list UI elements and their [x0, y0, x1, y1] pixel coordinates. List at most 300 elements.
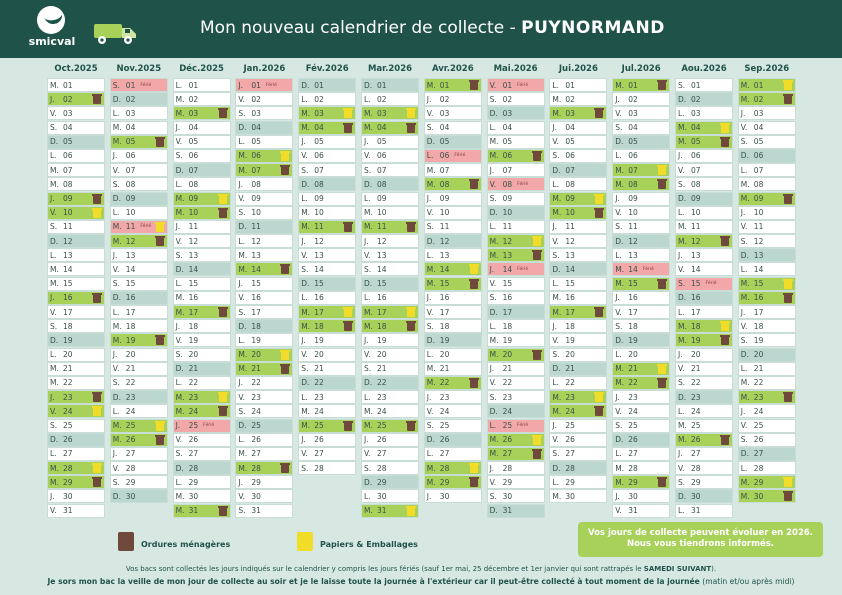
day-cell — [549, 305, 607, 319]
day-cell — [298, 206, 356, 220]
day-cell — [738, 489, 796, 503]
weekday-letter: S. — [615, 123, 623, 133]
holiday-tag: Férié — [517, 82, 529, 88]
brown-bin-icon — [721, 436, 729, 445]
weekday-letter: S. — [552, 449, 560, 459]
brown-bin-icon — [156, 336, 164, 345]
day-cell — [47, 333, 105, 347]
day-number: 17 — [377, 307, 387, 317]
day-cell — [361, 461, 419, 475]
month-column — [173, 78, 231, 518]
day-cell — [110, 333, 168, 347]
day-cell — [549, 277, 607, 291]
day-number: 25 — [502, 421, 513, 430]
day-cell — [361, 206, 419, 220]
day-cell — [549, 475, 607, 489]
day-number: 04 — [439, 123, 450, 133]
weekday-letter: M. — [364, 208, 373, 218]
day-cell — [47, 149, 105, 163]
weekday-letter: J. — [112, 151, 118, 161]
day-cell — [424, 447, 482, 461]
brown-bin-icon — [658, 81, 666, 90]
weekday-letter: M. — [426, 80, 436, 90]
weekday-letter: M. — [50, 279, 59, 289]
day-number: 30 — [377, 491, 387, 501]
weekday-letter: V. — [112, 364, 120, 374]
weekday-letter: D. — [364, 477, 373, 487]
weekday-letter: J. — [175, 123, 181, 133]
weekday-letter: L. — [678, 208, 685, 218]
day-number: 23 — [251, 392, 261, 402]
weekday-letter: M. — [426, 264, 436, 274]
weekday-letter: S. — [678, 80, 686, 90]
day-number: 28 — [691, 463, 701, 473]
holiday-tag: Férié — [642, 266, 654, 272]
weekday-letter: J. — [50, 392, 55, 402]
day-number: 05 — [628, 137, 638, 147]
day-cell — [424, 220, 482, 234]
weekday-letter: J. — [175, 321, 181, 331]
weekday-letter: V. — [740, 321, 748, 331]
day-number: 29 — [63, 477, 73, 487]
day-number: 28 — [439, 463, 450, 473]
day-cell — [110, 163, 168, 177]
day-cell — [612, 419, 670, 433]
day-number: 01 — [188, 80, 199, 90]
day-number: 19 — [188, 335, 199, 345]
day-number: 26 — [188, 435, 199, 445]
weekday-letter: M. — [426, 364, 436, 374]
day-number: 14 — [691, 264, 701, 274]
day-cell — [738, 461, 796, 475]
month-header: Nov.2025 — [116, 64, 162, 74]
day-number: 14 — [251, 264, 261, 274]
weekday-letter: M. — [112, 335, 122, 345]
day-number: 14 — [439, 264, 450, 274]
day-number: 25 — [439, 421, 450, 430]
day-cell — [173, 206, 231, 220]
weekday-letter: S. — [552, 250, 560, 260]
day-number: 29 — [377, 477, 387, 487]
day-cell — [612, 433, 670, 447]
weekday-letter: D. — [112, 392, 121, 402]
weekday-letter: V. — [740, 222, 748, 232]
weekday-letter: M. — [552, 392, 562, 402]
weekday-letter: V. — [552, 335, 559, 345]
brown-bin-icon — [595, 109, 603, 118]
day-number: 16 — [753, 293, 764, 303]
weekday-letter: S. — [615, 321, 623, 331]
day-cell — [298, 192, 356, 206]
month-column — [110, 78, 168, 504]
day-cell — [675, 106, 733, 120]
weekday-letter: D. — [552, 364, 561, 374]
day-cell — [612, 177, 670, 191]
weekday-letter: J. — [489, 364, 495, 374]
day-cell — [47, 504, 105, 518]
day-cell — [298, 121, 356, 135]
weekday-letter: D. — [50, 335, 59, 345]
day-cell — [424, 433, 482, 447]
day-number: 26 — [439, 435, 450, 445]
day-number: 22 — [377, 378, 387, 388]
day-number: 12 — [314, 236, 324, 246]
day-number: 11 — [565, 222, 575, 232]
day-cell — [361, 348, 419, 362]
day-number: 10 — [63, 208, 73, 218]
yellow-bin-icon — [281, 152, 289, 161]
weekday-letter: D. — [740, 151, 749, 161]
day-cell — [487, 433, 545, 447]
day-number: 07 — [377, 165, 387, 175]
day-number: 12 — [377, 236, 387, 246]
day-number: 26 — [377, 435, 387, 445]
day-cell — [298, 291, 356, 305]
day-cell — [487, 78, 545, 92]
day-cell — [110, 262, 168, 276]
day-cell — [110, 121, 168, 135]
weekday-letter: M. — [740, 477, 750, 487]
weekday-letter: M. — [364, 421, 373, 430]
footer-line-2: Je sors mon bac la veille de mon jour de collecte au soir et je le laisse toute la journée à l'extérieur car il peut-être collecté à tout moment de la journée (matin et/ou après midi) — [47, 577, 795, 586]
day-number: 27 — [502, 449, 513, 459]
day-cell — [612, 220, 670, 234]
day-cell — [235, 192, 293, 206]
weekday-letter: S. — [50, 421, 58, 430]
weekday-letter: J. — [364, 435, 369, 445]
brown-bin-icon — [470, 478, 478, 487]
weekday-letter: J. — [238, 378, 243, 388]
day-number: 08 — [753, 179, 764, 189]
weekday-letter: M. — [489, 335, 499, 345]
day-cell — [235, 419, 293, 433]
weekday-letter: L. — [238, 335, 245, 345]
weekday-letter: M. — [50, 264, 59, 274]
day-number: 13 — [502, 250, 513, 260]
day-cell — [738, 192, 796, 206]
yellow-bin-icon — [297, 532, 313, 551]
day-number: 27 — [377, 449, 387, 459]
header-bar — [0, 0, 842, 58]
day-cell — [47, 433, 105, 447]
day-cell — [487, 234, 545, 248]
day-number: 01 — [691, 80, 701, 90]
day-cell — [235, 362, 293, 376]
brown-bin-icon — [658, 180, 666, 189]
brown-bin-icon — [156, 237, 164, 246]
day-cell — [361, 177, 419, 191]
day-number: 20 — [502, 350, 513, 360]
day-cell — [235, 177, 293, 191]
weekday-letter: D. — [238, 321, 247, 331]
weekday-letter: J. — [740, 406, 746, 416]
brown-bin-icon — [93, 478, 101, 487]
day-cell — [298, 390, 356, 404]
day-number: 28 — [377, 463, 387, 473]
day-cell — [675, 390, 733, 404]
day-cell — [235, 163, 293, 177]
weekday-letter: D. — [112, 491, 121, 501]
weekday-letter: J. — [175, 222, 181, 232]
holiday-tag: Férié — [454, 153, 466, 159]
day-number: 11 — [502, 222, 513, 232]
weekday-letter: M. — [175, 307, 185, 317]
day-number: 17 — [314, 307, 324, 317]
day-cell — [549, 121, 607, 135]
day-number: 21 — [691, 364, 701, 374]
day-cell — [549, 461, 607, 475]
yellow-bin-icon — [93, 407, 101, 416]
weekday-letter: J. — [552, 222, 557, 232]
day-cell — [110, 149, 168, 163]
weekday-letter: D. — [426, 236, 435, 246]
day-cell — [612, 121, 670, 135]
weekday-letter: M. — [740, 378, 750, 388]
brown-bin-icon — [93, 393, 101, 402]
day-cell — [424, 404, 482, 418]
day-number: 04 — [125, 123, 136, 133]
day-number: 13 — [439, 250, 450, 260]
weekday-letter: M. — [489, 435, 499, 445]
brown-bin-icon — [533, 251, 541, 260]
weekday-letter: J. — [678, 350, 683, 360]
weekday-letter: J. — [489, 463, 495, 473]
day-cell — [675, 92, 733, 106]
day-number: 17 — [188, 307, 199, 317]
day-number: 27 — [565, 449, 575, 459]
weekday-letter: V. — [364, 250, 371, 260]
day-number: 19 — [565, 335, 575, 345]
day-cell — [612, 206, 670, 220]
holiday-tag: Férié — [517, 423, 529, 428]
day-cell — [424, 78, 482, 92]
brown-bin-icon — [470, 379, 478, 388]
day-cell — [361, 121, 419, 135]
weekday-letter: D. — [112, 293, 121, 303]
day-cell — [738, 333, 796, 347]
day-cell — [173, 447, 231, 461]
brown-bin-icon — [533, 152, 541, 161]
day-cell — [424, 348, 482, 362]
day-cell — [235, 319, 293, 333]
weekday-letter: S. — [112, 279, 120, 289]
day-number: 27 — [125, 449, 136, 459]
day-cell — [173, 404, 231, 418]
day-cell — [738, 390, 796, 404]
weekday-letter: V. — [615, 506, 622, 516]
day-cell — [361, 333, 419, 347]
day-cell — [235, 461, 293, 475]
day-cell — [549, 376, 607, 390]
day-number: 21 — [125, 364, 136, 374]
weekday-letter: L. — [50, 151, 57, 161]
day-cell — [738, 177, 796, 191]
day-cell — [738, 262, 796, 276]
day-cell — [361, 404, 419, 418]
day-cell — [612, 504, 670, 518]
day-cell — [47, 404, 105, 418]
weekday-letter: S. — [489, 392, 497, 402]
day-number: 13 — [314, 250, 324, 260]
day-number: 01 — [753, 80, 764, 90]
brown-bin-icon — [219, 209, 227, 218]
day-number: 09 — [377, 194, 387, 203]
weekday-letter: L. — [112, 307, 120, 317]
day-number: 09 — [502, 194, 513, 203]
day-cell — [361, 390, 419, 404]
weekday-letter: M. — [426, 279, 436, 289]
day-cell — [235, 206, 293, 220]
brown-bin-icon — [721, 138, 729, 147]
day-number: 21 — [753, 364, 764, 374]
weekday-letter: D. — [426, 435, 435, 445]
day-number: 28 — [188, 463, 199, 473]
holiday-tag: Férié — [705, 281, 717, 287]
day-cell — [47, 362, 105, 376]
day-cell — [738, 404, 796, 418]
day-number: 14 — [125, 264, 136, 274]
day-cell — [487, 376, 545, 390]
day-cell — [173, 461, 231, 475]
weekday-letter: V. — [615, 208, 622, 218]
day-cell — [424, 206, 482, 220]
day-number: 08 — [377, 179, 387, 189]
day-cell — [549, 489, 607, 503]
day-number: 15 — [691, 279, 701, 289]
weekday-letter: M. — [175, 208, 185, 218]
day-number: 17 — [439, 307, 450, 317]
day-number: 01 — [377, 80, 387, 90]
weekday-letter: V. — [552, 137, 559, 147]
weekday-letter: M. — [615, 279, 625, 289]
day-number: 01 — [565, 80, 575, 90]
day-cell — [487, 149, 545, 163]
day-number: 10 — [314, 208, 324, 218]
day-cell — [110, 348, 168, 362]
day-cell — [738, 362, 796, 376]
weekday-letter: V. — [426, 307, 434, 317]
day-cell — [173, 504, 231, 518]
day-cell — [235, 92, 293, 106]
day-number: 28 — [502, 463, 513, 473]
holiday-tag: Férié — [140, 82, 152, 88]
day-number: 21 — [628, 364, 638, 374]
brown-bin-icon — [470, 280, 478, 289]
day-cell — [424, 419, 482, 433]
weekday-letter: S. — [489, 194, 497, 203]
weekday-letter: V. — [238, 94, 245, 104]
weekday-letter: J. — [50, 293, 55, 303]
day-cell — [738, 475, 796, 489]
brown-bin-icon — [595, 308, 603, 317]
day-number: 24 — [439, 406, 450, 416]
weekday-letter: D. — [50, 137, 59, 147]
day-cell — [487, 248, 545, 262]
day-number: 07 — [439, 165, 450, 175]
day-cell — [361, 234, 419, 248]
day-number: 13 — [63, 250, 73, 260]
weekday-letter: V. — [426, 108, 434, 118]
weekday-letter: J. — [301, 236, 306, 246]
day-number: 29 — [188, 477, 199, 487]
day-number: 01 — [314, 80, 324, 90]
day-number: 09 — [125, 194, 136, 203]
day-cell — [235, 135, 293, 149]
day-number: 23 — [439, 392, 450, 402]
day-cell — [487, 504, 545, 518]
day-cell — [675, 220, 733, 234]
day-cell — [235, 489, 293, 503]
day-number: 06 — [565, 151, 575, 161]
day-number: 28 — [314, 463, 324, 473]
weekday-letter: L. — [489, 321, 497, 331]
day-number: 29 — [691, 477, 701, 487]
day-cell — [361, 277, 419, 291]
weekday-letter: S. — [50, 123, 58, 133]
weekday-letter: S. — [615, 222, 623, 232]
day-cell — [612, 192, 670, 206]
day-number: 07 — [691, 165, 701, 175]
weekday-letter: V. — [112, 264, 120, 274]
weekday-letter: V. — [364, 350, 371, 360]
day-number: 03 — [125, 108, 136, 118]
day-number: 21 — [314, 364, 324, 374]
day-cell — [424, 135, 482, 149]
day-number: 27 — [251, 449, 261, 459]
weekday-letter: V. — [238, 293, 245, 303]
weekday-letter: M. — [552, 491, 562, 501]
day-cell — [738, 220, 796, 234]
day-number: 09 — [251, 194, 261, 203]
day-number: 02 — [314, 94, 324, 104]
day-number: 05 — [439, 137, 450, 147]
day-number: 15 — [753, 279, 764, 289]
weekday-letter: M. — [301, 108, 311, 118]
day-cell — [298, 234, 356, 248]
day-cell — [675, 121, 733, 135]
day-cell — [424, 376, 482, 390]
weekday-letter: J. — [615, 491, 620, 501]
day-cell — [47, 135, 105, 149]
brown-bin-icon — [156, 436, 164, 445]
day-number: 15 — [314, 279, 324, 289]
yellow-bin-icon — [721, 124, 729, 133]
day-number: 08 — [502, 179, 513, 189]
brown-bin-icon — [407, 223, 415, 232]
holiday-tag: Férié — [517, 181, 529, 187]
weekday-letter: D. — [364, 179, 373, 189]
weekday-letter: S. — [364, 463, 372, 473]
day-number: 01 — [251, 80, 261, 90]
day-cell — [361, 262, 419, 276]
day-number: 26 — [628, 435, 638, 445]
day-cell — [110, 447, 168, 461]
day-number: 17 — [125, 307, 136, 317]
weekday-letter: V. — [489, 80, 497, 90]
weekday-letter: M. — [301, 321, 311, 331]
weekday-letter: J. — [678, 151, 683, 161]
day-number: 19 — [691, 335, 701, 345]
day-cell — [612, 92, 670, 106]
weekday-letter: S. — [426, 222, 434, 232]
day-number: 29 — [125, 477, 136, 487]
brown-bin-icon — [784, 492, 792, 501]
weekday-letter: J. — [426, 94, 432, 104]
day-cell — [235, 404, 293, 418]
weekday-letter: J. — [364, 335, 369, 345]
day-number: 03 — [565, 108, 575, 118]
day-number: 10 — [565, 208, 575, 218]
